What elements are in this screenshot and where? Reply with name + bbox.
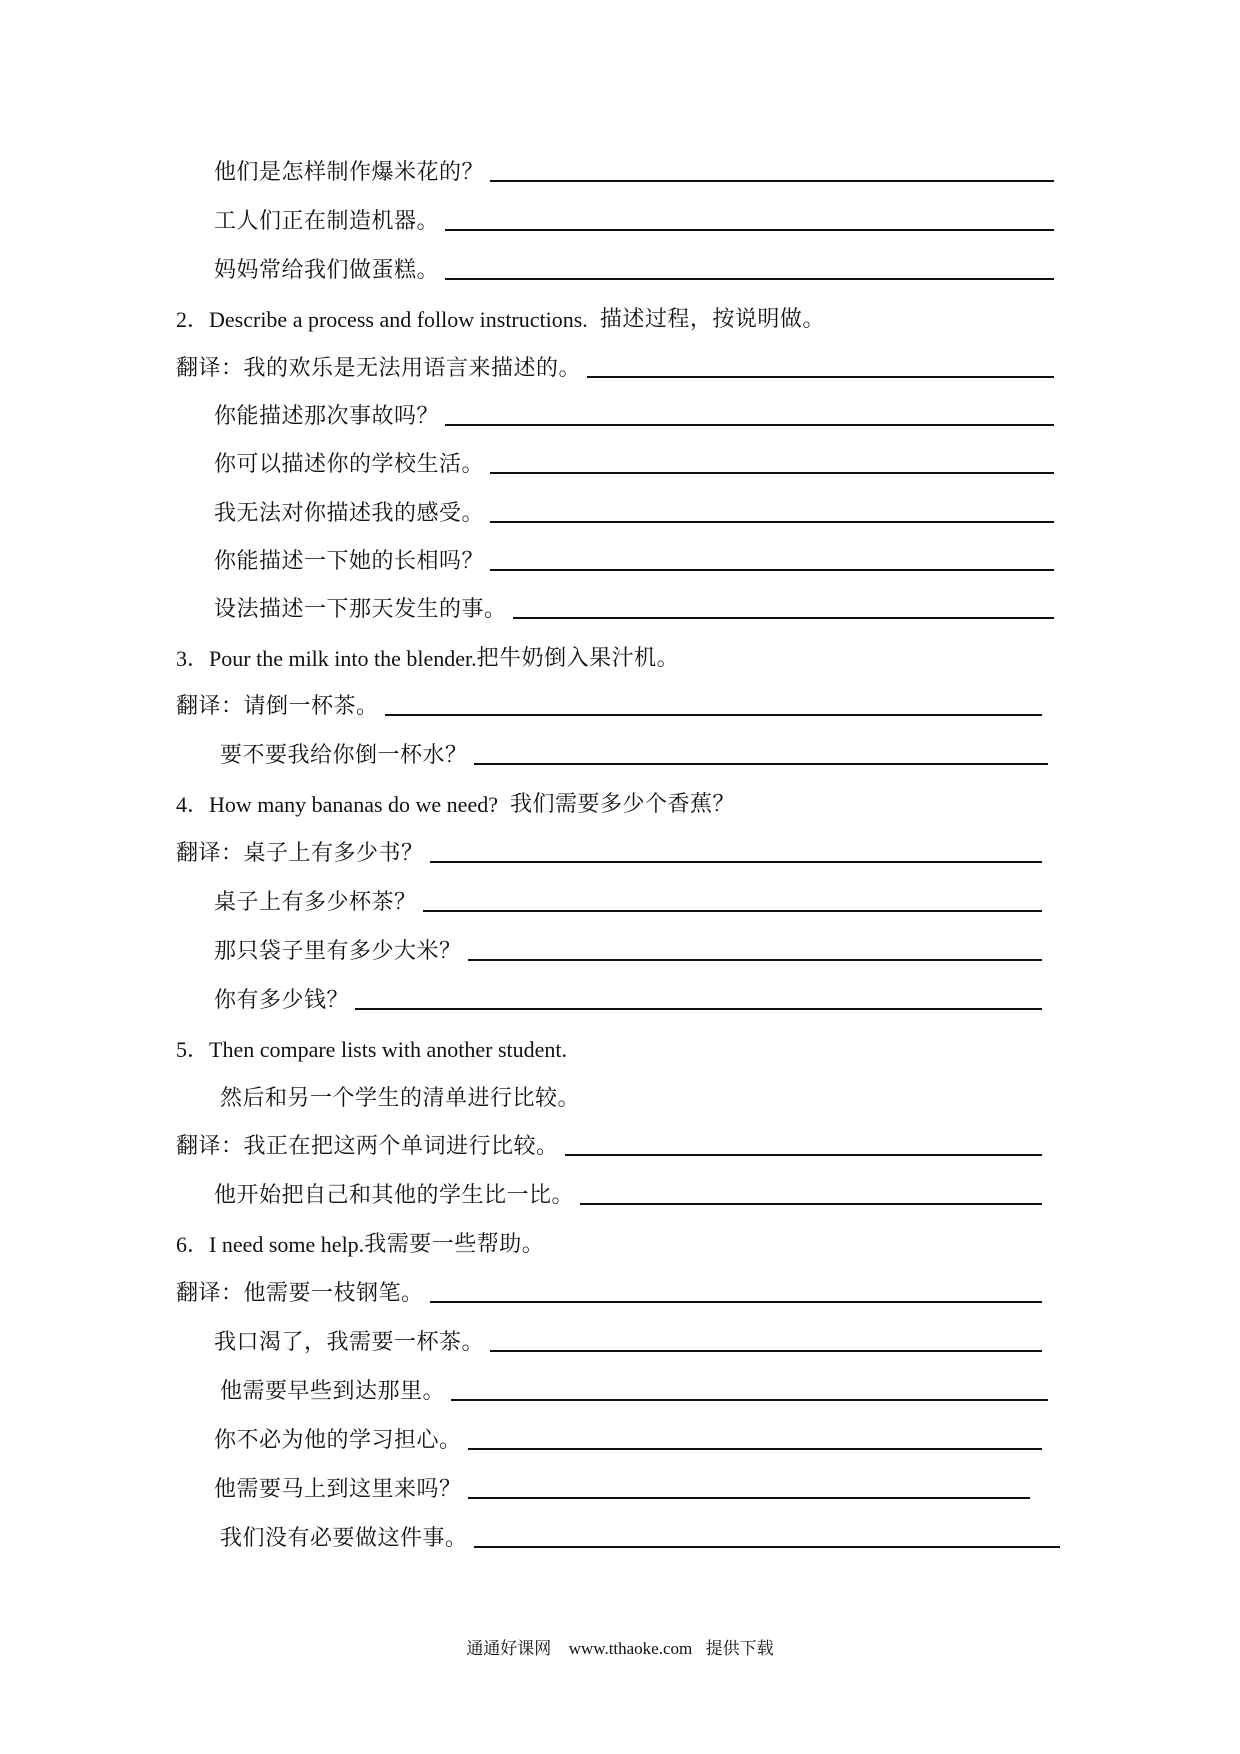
exercise-line bbox=[214, 398, 1054, 432]
section-chinese: 我们需要多少个香蕉？ bbox=[509, 792, 735, 817]
answer-blank[interactable] bbox=[490, 569, 1054, 571]
answer-blank[interactable] bbox=[474, 763, 1048, 765]
exercise-line bbox=[214, 982, 1042, 1016]
section-english: How many bananas do we need? bbox=[209, 792, 498, 817]
prompt-text: 设法描述一下那天发生的事。 bbox=[214, 597, 507, 622]
prompt-text: 他需要早些到达那里。 bbox=[220, 1379, 446, 1404]
section-english: Then compare lists with another student. bbox=[209, 1037, 568, 1062]
section-number: 2． bbox=[176, 307, 210, 332]
answer-blank[interactable] bbox=[451, 1399, 1048, 1401]
exercise-line bbox=[214, 933, 1042, 967]
section-number: 3． bbox=[176, 646, 210, 671]
exercise-line bbox=[214, 884, 1042, 918]
prompt-text: 我的欢乐是无法用语言来描述的。 bbox=[243, 356, 582, 381]
answer-blank[interactable] bbox=[385, 714, 1042, 716]
answer-blank[interactable] bbox=[490, 180, 1054, 182]
exercise-line bbox=[214, 543, 1054, 577]
answer-blank[interactable] bbox=[468, 959, 1042, 961]
exercise-line bbox=[214, 1324, 1042, 1358]
prompt-text: 他需要马上到这里来吗？ bbox=[214, 1477, 462, 1502]
exercise-line bbox=[214, 252, 1054, 286]
prompt-text: 我口渴了，我需要一杯茶。 bbox=[214, 1330, 485, 1355]
answer-blank[interactable] bbox=[430, 861, 1042, 863]
exercise-line bbox=[214, 1177, 1042, 1211]
exercise-line bbox=[214, 495, 1054, 529]
prompt-text: 请倒一杯茶。 bbox=[243, 694, 379, 719]
exercise-line bbox=[214, 1471, 1030, 1505]
translate-prefix: 翻译： bbox=[176, 1281, 244, 1306]
prompt-text: 要不要我给你倒一杯水？ bbox=[220, 743, 468, 768]
section-heading-6 bbox=[176, 1226, 1056, 1260]
prompt-text: 你能描述那次事故吗？ bbox=[214, 404, 440, 429]
prompt-text: 我们没有必要做这件事。 bbox=[220, 1526, 468, 1551]
answer-blank[interactable] bbox=[580, 1203, 1042, 1205]
exercise-line bbox=[214, 1422, 1042, 1456]
answer-blank[interactable] bbox=[490, 1350, 1042, 1352]
answer-blank[interactable] bbox=[565, 1154, 1042, 1156]
prompt-text: 你有多少钱？ bbox=[214, 988, 350, 1013]
answer-blank[interactable] bbox=[468, 1448, 1042, 1450]
translate-prefix: 翻译： bbox=[176, 1134, 244, 1159]
section-number: 6． bbox=[176, 1232, 210, 1257]
exercise-line bbox=[214, 591, 1054, 625]
answer-blank[interactable] bbox=[430, 1301, 1042, 1303]
section-chinese: 把牛奶倒入果汁机。 bbox=[476, 646, 680, 671]
answer-blank[interactable] bbox=[474, 1546, 1060, 1548]
exercise-line bbox=[176, 688, 1042, 722]
exercise-line bbox=[176, 1275, 1042, 1309]
prompt-text: 你可以描述你的学校生活。 bbox=[214, 452, 485, 477]
prompt-text: 妈妈常给我们做蛋糕。 bbox=[214, 258, 440, 283]
answer-blank[interactable] bbox=[587, 376, 1054, 378]
footer-site-name: 通通好课网 bbox=[466, 1639, 552, 1659]
footer-suffix: 提供下载 bbox=[705, 1639, 774, 1659]
exercise-line bbox=[220, 737, 1048, 771]
answer-blank[interactable] bbox=[490, 521, 1054, 523]
prompt-text: 工人们正在制造机器。 bbox=[214, 209, 440, 234]
answer-blank[interactable] bbox=[423, 910, 1042, 912]
translate-prefix: 翻译： bbox=[176, 841, 244, 866]
section-number: 4． bbox=[176, 792, 210, 817]
page-footer bbox=[0, 1634, 1240, 1659]
section-english: I need some help. bbox=[209, 1232, 365, 1257]
exercise-line bbox=[220, 1373, 1048, 1407]
exercise-line bbox=[176, 1128, 1042, 1162]
prompt-text: 他需要一枝钢笔。 bbox=[243, 1281, 424, 1306]
answer-blank[interactable] bbox=[355, 1008, 1042, 1010]
translate-prefix: 翻译： bbox=[176, 694, 244, 719]
section-chinese: 我需要一些帮助。 bbox=[364, 1232, 545, 1257]
answer-blank[interactable] bbox=[490, 472, 1054, 474]
prompt-text: 那只袋子里有多少大米？ bbox=[214, 939, 462, 964]
answer-blank[interactable] bbox=[468, 1497, 1030, 1499]
section-english: Describe a process and follow instructions. bbox=[209, 307, 588, 332]
answer-blank[interactable] bbox=[513, 617, 1054, 619]
prompt-text: 他开始把自己和其他的学生比一比。 bbox=[214, 1183, 575, 1208]
footer-url: www.tthaoke.com bbox=[568, 1639, 693, 1658]
section-chinese: 然后和另一个学生的清单进行比较。 bbox=[220, 1086, 581, 1111]
prompt-text: 桌子上有多少书？ bbox=[243, 841, 424, 866]
prompt-text: 桌子上有多少杯茶？ bbox=[214, 890, 417, 915]
exercise-line bbox=[214, 203, 1054, 237]
section-heading-2 bbox=[176, 301, 1056, 335]
exercise-line bbox=[214, 446, 1054, 480]
exercise-line bbox=[214, 154, 1054, 188]
prompt-text: 你能描述一下她的长相吗？ bbox=[214, 549, 485, 574]
prompt-text: 他们是怎样制作爆米花的？ bbox=[214, 160, 485, 185]
prompt-text: 我无法对你描述我的感受。 bbox=[214, 501, 485, 526]
prompt-text: 你不必为他的学习担心。 bbox=[214, 1428, 462, 1453]
exercise-line bbox=[220, 1520, 1060, 1554]
section-english: Pour the milk into the blender. bbox=[209, 646, 477, 671]
section-number: 5． bbox=[176, 1037, 210, 1062]
section-heading-5-translation bbox=[220, 1080, 1056, 1114]
section-heading-5 bbox=[176, 1031, 1056, 1065]
section-chinese: 描述过程，按说明做。 bbox=[599, 307, 825, 332]
answer-blank[interactable] bbox=[445, 229, 1054, 231]
section-heading-3 bbox=[176, 640, 1056, 674]
answer-blank[interactable] bbox=[445, 424, 1054, 426]
translate-prefix: 翻译： bbox=[176, 356, 244, 381]
section-heading-4 bbox=[176, 786, 1056, 820]
exercise-line bbox=[176, 350, 1054, 384]
prompt-text: 我正在把这两个单词进行比较。 bbox=[243, 1134, 559, 1159]
answer-blank[interactable] bbox=[445, 278, 1054, 280]
exercise-line bbox=[176, 835, 1042, 869]
